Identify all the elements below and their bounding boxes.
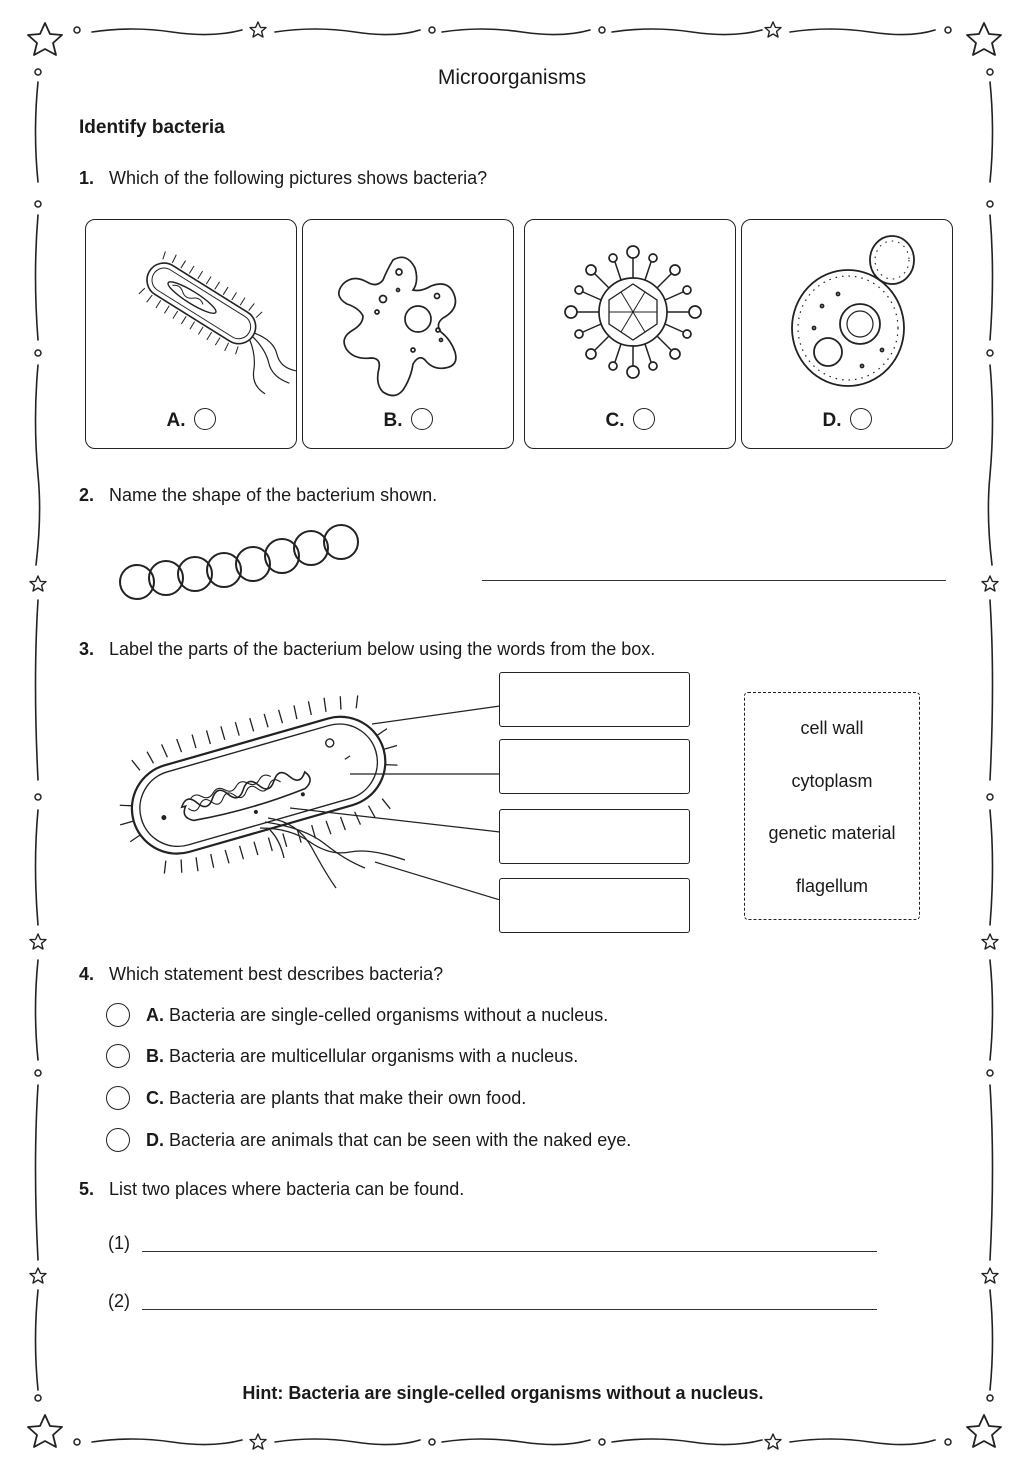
question-number: 4. (79, 964, 95, 984)
question-text: List two places where bacteria can be found. (109, 1179, 465, 1199)
question-text: Name the shape of the bacterium shown. (109, 485, 438, 505)
question-number: 5. (79, 1179, 95, 1199)
question-5 (79, 1179, 464, 1200)
question-number: 2. (79, 485, 95, 505)
answer-line-2[interactable] (142, 1309, 877, 1310)
question-text: Label the parts of the bacterium below using the words from the box. (109, 639, 656, 659)
choice-radio-a[interactable] (106, 1003, 130, 1027)
option-card-d[interactable] (741, 219, 953, 449)
answer-radio-d[interactable] (850, 408, 872, 430)
hint-text: Hint: Bacteria are single-celled organisms without a nucleus. (242, 1383, 764, 1403)
choice-radio-d[interactable] (106, 1128, 130, 1152)
word-bank-item: cell wall (800, 718, 864, 738)
option-card-b[interactable] (302, 219, 514, 449)
question-text: Which of the following pictures shows bacteria? (109, 168, 488, 188)
option-d[interactable]: D. (742, 410, 952, 432)
streptococcus-chain-icon (115, 520, 375, 610)
answer-line-q2[interactable] (482, 580, 946, 581)
answer-radio-c[interactable] (633, 408, 655, 430)
option-a[interactable]: A. (86, 410, 296, 432)
page-title: Microorganisms (437, 66, 587, 89)
label-box-2[interactable] (499, 739, 690, 794)
labelled-bacterium-diagram (100, 680, 500, 900)
label-box-4[interactable] (499, 878, 690, 933)
option-c[interactable]: C. (525, 410, 735, 432)
question-2 (79, 485, 437, 506)
label-box-3[interactable] (499, 809, 690, 864)
answer-radio-a[interactable] (194, 408, 216, 430)
word-bank-item: flagellum (795, 876, 869, 896)
question-4 (79, 964, 443, 985)
choice-radio-b[interactable] (106, 1044, 130, 1068)
answer-line-1[interactable] (142, 1251, 877, 1252)
blank-label-2: (2) (108, 1291, 130, 1311)
blank-label-1: (1) (108, 1233, 130, 1253)
question-1 (79, 168, 487, 189)
option-card-c[interactable] (524, 219, 736, 449)
question-number: 3. (79, 639, 95, 659)
option-b[interactable]: B. (303, 410, 513, 432)
word-bank (744, 692, 920, 920)
word-bank-item: genetic material (768, 823, 896, 843)
question-3 (79, 639, 655, 660)
section-heading: Identify bacteria (79, 117, 225, 138)
question-text: Which statement best describes bacteria? (109, 964, 444, 984)
label-box-1[interactable] (499, 672, 690, 727)
question-number: 1. (79, 168, 95, 188)
word-bank-item: cytoplasm (791, 771, 873, 791)
choice-radio-c[interactable] (106, 1086, 130, 1110)
answer-radio-b[interactable] (411, 408, 433, 430)
option-card-a[interactable] (85, 219, 297, 449)
